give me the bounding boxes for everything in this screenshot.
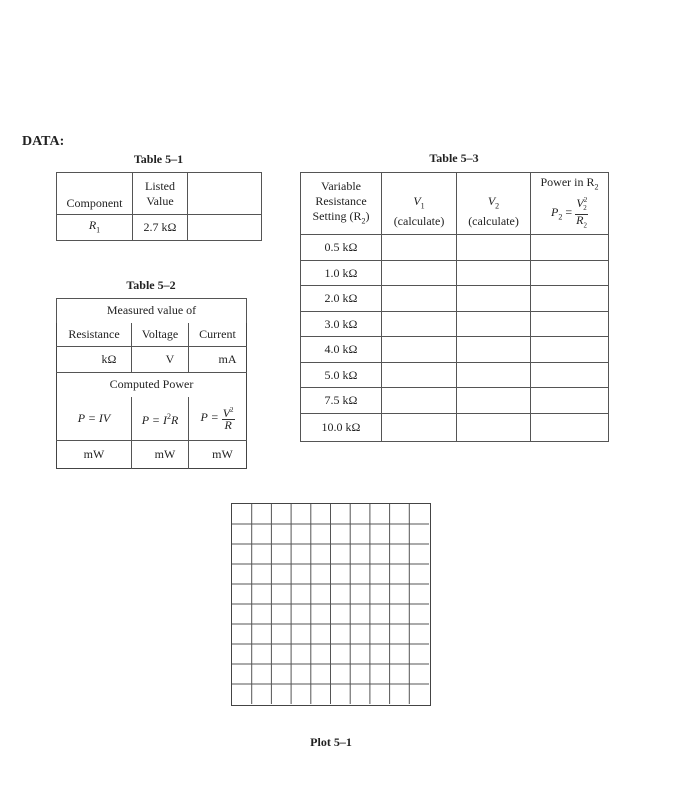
table-5-1-header-component-text: Component xyxy=(66,196,123,210)
table-5-3-header-setting-line1: Variable xyxy=(321,178,361,193)
table-5-3-row-power[interactable] xyxy=(531,388,609,414)
table-5-2-col-resistance-text: Resistance xyxy=(68,326,120,341)
table-5-2-computed-header xyxy=(57,373,247,397)
table-5-3-caption: Table 5–3 xyxy=(429,151,479,165)
table-5-3-row-setting xyxy=(301,388,382,414)
table-5-3-header-power-title: Power in R xyxy=(540,175,595,190)
table-5-3-header-v1 xyxy=(382,173,457,235)
table-5-2-unit-current-text: mA xyxy=(218,352,237,366)
table-5-2-formula-v2r-prefix: P = xyxy=(200,410,222,424)
table-5-2-unit-power-iv-text: mW xyxy=(83,447,105,461)
table-5-3-header-power-eq: = xyxy=(562,204,576,219)
table-5-2-unit-power-i2r-text: mW xyxy=(154,447,176,461)
table-5-3-row-setting-text: 1.0 kΩ xyxy=(324,265,358,280)
table-5-3-header-setting-line3: Setting (R xyxy=(312,208,362,223)
table-5-3-row-v1[interactable] xyxy=(382,235,457,261)
table-5-3-row-power[interactable] xyxy=(531,363,609,388)
table-5-3-header-power-num-sup: 2 xyxy=(583,195,588,204)
table-5-3-row-v2[interactable] xyxy=(457,261,531,286)
table-5-3-row-setting-text: 5.0 kΩ xyxy=(324,367,358,382)
table-5-3-row-power[interactable] xyxy=(531,235,609,261)
table-5-2-unit-power-v2r-text: mW xyxy=(212,447,233,461)
table-5-3-header-v2-calc: (calculate) xyxy=(468,213,519,228)
table-5-1-header-blank xyxy=(188,173,262,215)
table-5-3 xyxy=(300,172,609,442)
table-5-3-header-power-lhs-sub: 2 xyxy=(558,212,563,222)
table-5-3-header-power-denominator xyxy=(575,215,588,231)
table-5-3-header-power-title-sub: 2 xyxy=(594,182,599,192)
table-5-3-header-setting-line2: Resistance xyxy=(315,193,367,208)
table-5-3-row-power[interactable] xyxy=(531,312,609,337)
table-5-2-measured-header xyxy=(57,299,247,323)
table-5-3-header-power-fraction xyxy=(575,195,588,232)
table-5-3-header-v2-sub: 2 xyxy=(495,201,500,211)
table-5-3-row-v2[interactable] xyxy=(457,414,531,442)
table-5-2-computed-header-text: Computed Power xyxy=(109,377,194,392)
table-5-3-row-setting xyxy=(301,235,382,261)
table-5-1-header-listed-line1: Listed xyxy=(145,178,175,193)
plot-5-1-grid-lines xyxy=(232,504,429,704)
plot-5-1-caption: Plot 5–1 xyxy=(310,735,352,749)
table-5-1 xyxy=(56,172,262,241)
table-5-3-header-v1-var: V xyxy=(413,194,421,209)
table-5-3-row-setting xyxy=(301,312,382,337)
table-5-3-row-setting-text: 4.0 kΩ xyxy=(324,342,358,356)
table-5-1-header-component xyxy=(57,173,133,215)
table-5-3-row-v1[interactable] xyxy=(382,286,457,312)
table-5-3-row-v2[interactable] xyxy=(457,235,531,261)
table-5-3-row-setting-text: 10.0 kΩ xyxy=(321,420,361,434)
table-5-1-caption: Table 5–1 xyxy=(133,152,184,166)
table-5-3-row-v1[interactable] xyxy=(382,414,457,442)
table-5-2-unit-current[interactable] xyxy=(189,347,247,373)
table-5-3-row-v2[interactable] xyxy=(457,337,531,363)
table-5-1-row-value-text: 2.7 kΩ xyxy=(143,220,177,234)
table-5-2-formula-v2r xyxy=(189,397,247,441)
table-5-3-row-v2[interactable] xyxy=(457,286,531,312)
table-5-2-unit-voltage[interactable] xyxy=(132,347,189,373)
table-5-3-row-setting xyxy=(301,363,382,388)
table-5-2-formula-v2r-num-var: V xyxy=(222,406,231,421)
table-5-2-unit-resistance[interactable] xyxy=(57,347,132,373)
table-5-2-formula-iv xyxy=(57,397,132,441)
table-5-2-measured-header-text: Measured value of xyxy=(106,303,197,318)
table-5-2-col-resistance xyxy=(57,323,132,347)
table-5-3-row-v1[interactable] xyxy=(382,312,457,337)
table-5-3-row-setting-text: 3.0 kΩ xyxy=(324,316,358,331)
table-5-3-header-v1-calc: (calculate) xyxy=(393,213,445,228)
table-5-3-row-power[interactable] xyxy=(531,261,609,286)
table-5-3-row-v2[interactable] xyxy=(457,312,531,337)
table-5-3-header-power xyxy=(531,173,609,235)
table-5-2-col-voltage xyxy=(132,323,189,347)
table-5-1-row-component-sub: 1 xyxy=(96,225,101,235)
table-5-3-row-setting-text: 0.5 kΩ xyxy=(324,240,358,254)
table-5-3-header-setting-close: ) xyxy=(365,208,370,223)
table-5-3-row-setting xyxy=(301,261,382,286)
table-5-3-header-power-numerator xyxy=(575,195,588,215)
table-5-3-row-setting-text: 2.0 kΩ xyxy=(324,291,358,305)
table-5-2-col-current-text: Current xyxy=(199,326,236,341)
table-5-3-row-power[interactable] xyxy=(531,286,609,312)
table-5-2 xyxy=(56,298,247,469)
table-5-3-header-power-num-var: V xyxy=(576,195,584,210)
table-5-3-row-setting-text: 7.5 kΩ xyxy=(324,393,358,407)
plot-5-1-grid[interactable] xyxy=(231,503,431,706)
table-5-2-caption: Table 5–2 xyxy=(126,278,176,292)
table-5-2-formula-i2r xyxy=(132,397,189,441)
table-5-1-row-component-var: R xyxy=(88,217,97,232)
table-5-2-formula-v2r-denominator xyxy=(222,420,235,431)
table-5-2-unit-power-iv[interactable] xyxy=(57,441,132,469)
table-5-3-header-setting xyxy=(301,173,382,235)
table-5-3-row-v1[interactable] xyxy=(382,363,457,388)
table-5-2-formula-v2r-num-sup: 2 xyxy=(230,406,234,415)
table-5-3-header-power-den-var: R xyxy=(576,213,584,228)
table-5-2-unit-power-i2r[interactable] xyxy=(132,441,189,469)
table-5-3-header-setting-sub: 2 xyxy=(361,216,366,226)
table-5-1-header-listed-line2: Value xyxy=(146,193,174,208)
table-5-3-row-power[interactable] xyxy=(531,414,609,442)
table-5-2-col-voltage-text: Voltage xyxy=(141,326,179,341)
table-5-2-formula-v2r-den-var: R xyxy=(224,418,232,433)
table-5-2-formula-i2r-prefix: P = xyxy=(141,412,163,427)
data-heading: DATA: xyxy=(22,134,65,149)
table-5-2-unit-resistance-text: kΩ xyxy=(101,352,117,366)
table-5-3-row-setting xyxy=(301,286,382,312)
table-5-3-header-power-lhs: P xyxy=(551,204,559,219)
table-5-3-row-v2[interactable] xyxy=(457,363,531,388)
table-5-1-row-blank[interactable] xyxy=(188,215,262,241)
table-5-3-row-v1[interactable] xyxy=(382,388,457,414)
table-5-3-header-v2-var: V xyxy=(487,194,496,209)
table-5-2-formula-i2r-r: R xyxy=(170,412,179,427)
table-5-3-header-power-num-sub: 2 xyxy=(583,204,587,213)
table-5-3-row-v1[interactable] xyxy=(382,261,457,286)
table-5-3-row-setting xyxy=(301,337,382,363)
table-5-3-row-v2[interactable] xyxy=(457,388,531,414)
table-5-3-header-v2 xyxy=(457,173,531,235)
table-5-3-row-power[interactable] xyxy=(531,337,609,363)
table-5-2-unit-voltage-text: V xyxy=(165,352,175,366)
table-5-1-header-listed xyxy=(133,173,188,215)
table-5-3-header-v1-sub: 1 xyxy=(420,201,425,211)
table-5-2-formula-i2r-sup: 2 xyxy=(166,411,171,421)
table-5-1-row-component xyxy=(57,215,133,241)
table-5-2-formula-iv-text: P = IV xyxy=(77,410,111,425)
table-5-2-formula-v2r-fraction xyxy=(222,405,235,431)
table-5-3-header-power-den-sub: 2 xyxy=(583,221,587,230)
table-5-2-col-current xyxy=(189,323,247,347)
table-5-3-row-v1[interactable] xyxy=(382,337,457,363)
table-5-3-row-setting xyxy=(301,414,382,442)
table-5-2-unit-power-v2r[interactable] xyxy=(189,441,247,469)
table-5-2-formula-i2r-i: I xyxy=(162,412,167,427)
table-5-1-row-value xyxy=(133,215,188,241)
